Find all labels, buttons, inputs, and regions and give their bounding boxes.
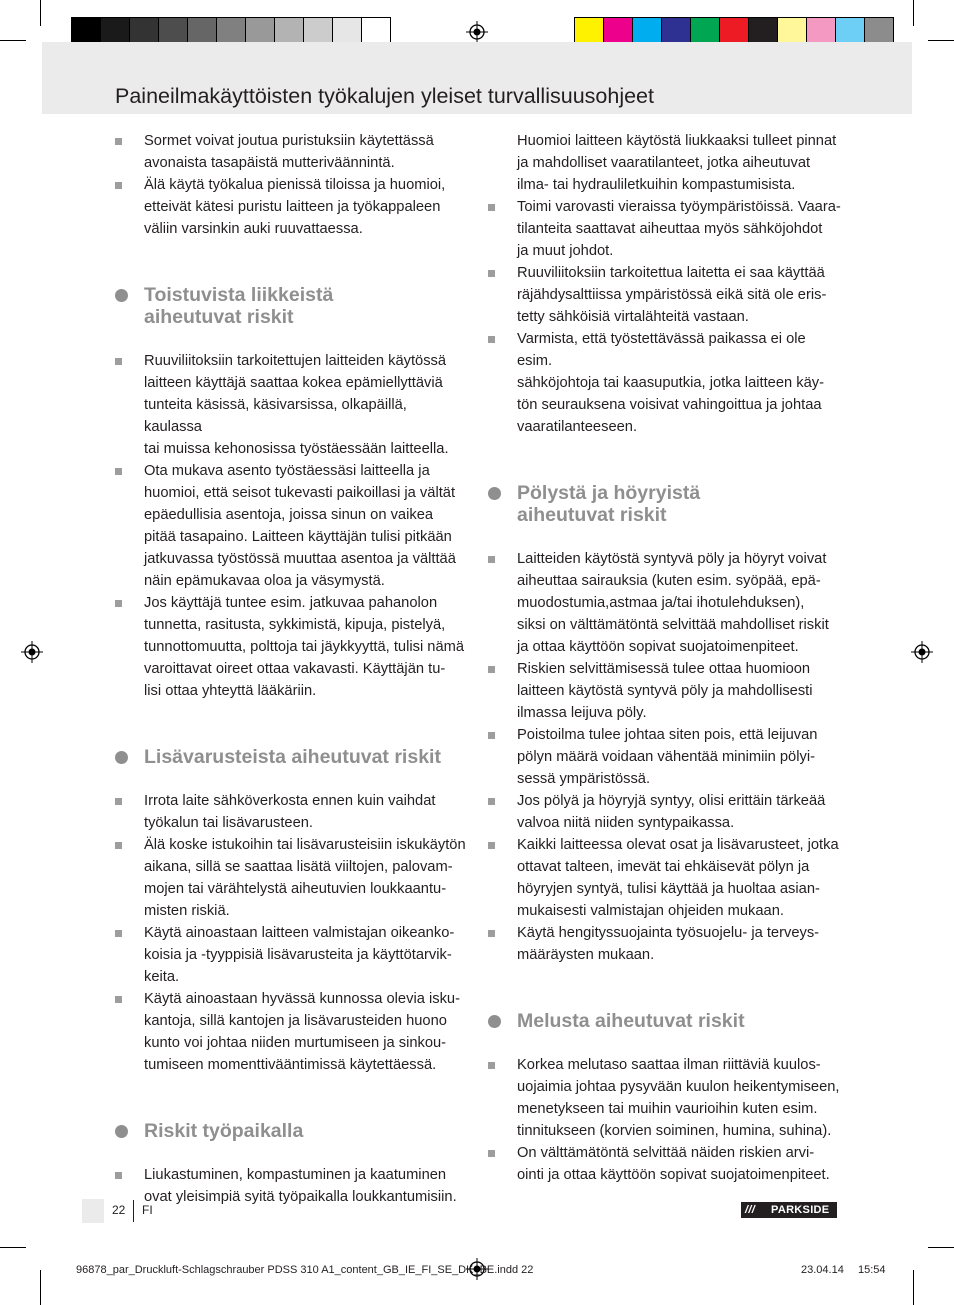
text-line: mojen tai värähtelystä aiheutuvien loukkaantu- [144, 881, 447, 897]
right-column [488, 130, 842, 1186]
square-bullet-icon [488, 556, 495, 563]
text-line: sähköjohtoja tai kaasuputkia, jotka laitteen käy- [517, 375, 824, 391]
text-line: tumiseen momenttivääntimissä käytettäessä. [144, 1057, 437, 1073]
spacer [115, 1076, 467, 1120]
square-bullet-icon [115, 1172, 122, 1179]
text-line: siksi on välttämätöntä selvittää mahdolliset riskit [517, 617, 829, 633]
circle-bullet-icon [115, 751, 128, 764]
circle-bullet-icon [115, 1125, 128, 1138]
text-line: aiheutuvat riskit [517, 504, 667, 526]
text-line: räjähdysalttiissa ympäristössä eikä sitä ole eris- [517, 287, 827, 303]
text-line: Laitteiden käytöstä syntyvä pöly ja höyryt voivat [517, 551, 827, 567]
text-line: Ruuviliitoksiin tarkoitettujen laitteiden käytössä [144, 353, 447, 369]
slug-time: 15:54 [858, 1264, 886, 1276]
list-item [488, 790, 842, 834]
text-line: ointi ja ottaa käyttöön sopivat suojatoimenpiteet. [517, 1167, 830, 1183]
language-code: FI [142, 1203, 153, 1217]
square-bullet-icon [488, 666, 495, 673]
page-title: Paineilmakäyttöisten työkalujen yleiset turvallisuusohjeet [115, 84, 654, 108]
footer-divider [133, 1200, 134, 1222]
text-line: Älä käytä työkalua pienissä tiloissa ja huomioi, [144, 177, 446, 193]
text-line: määräysten mukaan. [517, 947, 655, 963]
text-line: jatkuvassa työstössä muuttaa asentoa ja välttää [144, 551, 456, 567]
square-bullet-icon [115, 182, 122, 189]
text-line: tai muissa kehonosissa työstäessään laitteella. [144, 441, 449, 457]
text-line: mukaisesti valmistajan ohjeiden mukaan. [517, 903, 784, 919]
text-line: tön seurauksena voisivat vahingoittua ja johtaa [517, 397, 822, 413]
circle-bullet-icon [488, 1015, 501, 1028]
text-line: Korkea melutaso saattaa ilman riittäviä kuulos- [517, 1057, 821, 1073]
registration-mark-icon [466, 21, 488, 43]
text-line: Varmista, että työstettävässä paikassa ei ole esim. [517, 331, 806, 369]
section-heading [488, 1010, 842, 1032]
square-bullet-icon [488, 204, 495, 211]
logo-slashes: /// [745, 1204, 756, 1216]
text-line: ilma- tai hydrauliletkuihin kompastumisista. [517, 177, 796, 193]
list-item [488, 922, 842, 966]
text-line: laitteen käyttäjä saattaa kokea epämiellyttäviä [144, 375, 443, 391]
list-item [115, 790, 467, 834]
text-line: tunteita käsissä, käsivarsissa, olkapäillä, kaulassa [144, 397, 407, 435]
list-item [488, 196, 842, 262]
square-bullet-icon [488, 336, 495, 343]
square-bullet-icon [115, 600, 122, 607]
spacer [488, 966, 842, 1010]
text-line: Käytä ainoastaan laitteen valmistajan oikeanko- [144, 925, 455, 941]
text-line: aiheutuvat riskit [144, 306, 294, 328]
text-line: aikana, sillä se saattaa lisätä viiltojen, palovam- [144, 859, 453, 875]
text-line: uojaimia johtaa pysyvään kuulon heikentymiseen, [517, 1079, 840, 1095]
text-line: avonaista tasapäistä mutteriväännintä. [144, 155, 395, 171]
text-line: Ruuviliitoksiin tarkoitettua laitetta ei saa käyttää [517, 265, 825, 281]
text-line: näin epämukavaa oloa ja väsymystä. [144, 573, 385, 589]
text-line: huomioi, että seisot tukevasti paikoillasi ja vältät [144, 485, 456, 501]
text-line: ja ottaa käyttöön sopivat suojatoimenpiteet. [517, 639, 799, 655]
text-line: työkalun tai lisävarusteen. [144, 815, 313, 831]
section-heading [115, 1120, 467, 1142]
list-item [115, 130, 467, 174]
crop-mark [0, 1247, 26, 1248]
list-item [488, 1142, 842, 1186]
text-line: Melusta aiheutuvat riskit [517, 1010, 745, 1032]
square-bullet-icon [488, 1150, 495, 1157]
crop-mark [913, 0, 914, 26]
square-bullet-icon [488, 842, 495, 849]
text-line: koisia ja -tyyppisiä lisävarusteita ja käyttötarvik- [144, 947, 452, 963]
text-line: aiheuttaa sairauksia (kuten esim. syöpää, epä- [517, 573, 821, 589]
text-line: epäedullisia asentoja, joissa sinun on vaikea [144, 507, 434, 523]
parkside-logo [741, 1202, 837, 1218]
list-item [488, 658, 842, 724]
spacer [488, 526, 842, 548]
square-bullet-icon [488, 798, 495, 805]
text-line: lisi ottaa yhteyttä lääkäriin. [144, 683, 317, 699]
spacer [115, 240, 467, 284]
spacer [115, 702, 467, 746]
spacer [115, 1142, 467, 1164]
spacer [488, 1032, 842, 1054]
text-line: ja muut johdot. [517, 243, 614, 259]
text-line: ottavat talteen, imevät tai ehkäisevät pölyn ja [517, 859, 810, 875]
text-line: Pölystä ja höyryistä [517, 482, 701, 504]
crop-mark [40, 0, 41, 26]
continued-paragraph [488, 130, 842, 196]
list-item [115, 834, 467, 922]
spacer [115, 328, 467, 350]
section-heading [115, 746, 467, 768]
section-heading [488, 482, 842, 526]
text-line: pitää tasapaino. Laitteen käyttäjän tulisi pitkään [144, 529, 452, 545]
list-item [488, 724, 842, 790]
square-bullet-icon [488, 732, 495, 739]
text-line: Liukastuminen, kompastuminen ja kaatuminen [144, 1167, 447, 1183]
text-line: tetty sähköisiä virtalähteitä vastaan. [517, 309, 749, 325]
text-line: tilanteita saattavat aiheuttaa myös sähköjohdot [517, 221, 823, 237]
list-item [488, 548, 842, 658]
text-line: On välttämätöntä selvittää näiden riskien arvi- [517, 1145, 815, 1161]
spacer [488, 438, 842, 482]
crop-mark [40, 1270, 41, 1305]
circle-bullet-icon [115, 289, 128, 302]
text-line: kantoja, sillä kantojen ja lisävarusteiden huono [144, 1013, 447, 1029]
list-item [115, 460, 467, 592]
list-item [488, 328, 842, 438]
page-number-box [82, 1199, 104, 1223]
logo-wordmark: PARKSIDE [771, 1204, 830, 1216]
list-item [115, 350, 467, 460]
text-line: tunnottomuutta, polttoja tai jäykkyyttä, tulisi nämä [144, 639, 465, 655]
text-line: Poistoilma tulee johtaa siten pois, että leijuvan [517, 727, 818, 743]
slug-file-info: 96878_par_Druckluft-Schlagschrauber PDSS 310 A1_content_GB_IE_FI_SE_DK_BE.indd 22 [76, 1264, 534, 1276]
text-line: sessä ympäristössä. [517, 771, 651, 787]
text-line: Jos pölyä ja höyryjä syntyy, olisi erittäin tärkeää [517, 793, 826, 809]
square-bullet-icon [488, 1062, 495, 1069]
text-line: kunto voi johtaa niiden murtumiseen ja sinkou- [144, 1035, 447, 1051]
circle-bullet-icon [488, 487, 501, 500]
crop-mark [928, 1247, 954, 1248]
text-line: varoittavat oireet ottaa vakavasti. Käyttäjän tu- [144, 661, 446, 677]
text-line: pölyn määrä voidaan vähentää minimiin pölyi- [517, 749, 815, 765]
text-line: Toimi varovasti vieraissa työympäristöissä. Vaara- [517, 199, 841, 215]
text-line: ja mahdolliset vaaratilanteet, jotka aiheutuvat [517, 155, 811, 171]
text-line: höyryjen syntyä, tulisi käyttää ja huoltaa asian- [517, 881, 820, 897]
text-line: menetykseen tai muihin vaurioihin kuten esim. [517, 1101, 818, 1117]
registration-mark-icon [911, 641, 933, 663]
registration-mark-icon [21, 641, 43, 663]
list-item [115, 174, 467, 240]
text-line: misten riskiä. [144, 903, 230, 919]
list-item [488, 1054, 842, 1142]
text-line: Sormet voivat joutua puristuksiin käytettässä [144, 133, 434, 149]
square-bullet-icon [488, 270, 495, 277]
list-item [488, 262, 842, 328]
text-line: keita. [144, 969, 180, 985]
text-line: väliin varsinkin auki ruuvattaessa. [144, 221, 363, 237]
text-line: tinnitukseen (korvien soiminen, humina, suhina). [517, 1123, 832, 1139]
crop-mark [928, 40, 954, 41]
left-column [115, 130, 467, 1208]
text-line: ovat yleisimpiä syitä työpaikalla loukkantumisiin. [144, 1189, 457, 1205]
list-item [488, 834, 842, 922]
square-bullet-icon [488, 930, 495, 937]
text-line: Riskit työpaikalla [144, 1120, 304, 1142]
text-line: Riskien selvittämisessä tulee ottaa huomioon [517, 661, 811, 677]
text-line: vaaratilanteeseen. [517, 419, 638, 435]
text-line: muodostumia,astmaa ja/tai ihotulehduksen), [517, 595, 805, 611]
text-line: ilmassa leijuva pöly. [517, 705, 647, 721]
square-bullet-icon [115, 468, 122, 475]
text-line: Huomioi laitteen käytöstä liukkaaksi tulleet pinnat [517, 133, 837, 149]
slug-date: 23.04.14 [801, 1264, 844, 1276]
square-bullet-icon [115, 358, 122, 365]
list-item [115, 592, 467, 702]
crop-mark [913, 1270, 914, 1305]
crop-mark [0, 40, 26, 41]
text-line: Irrota laite sähköverkosta ennen kuin vaihdat [144, 793, 436, 809]
list-item [115, 988, 467, 1076]
text-line: valvoa niitä niiden syntypaikassa. [517, 815, 735, 831]
text-line: Toistuvista liikkeistä [144, 284, 334, 306]
text-line: Älä koske istukoihin tai lisävarusteisiin iskukäytön [144, 837, 466, 853]
square-bullet-icon [115, 930, 122, 937]
square-bullet-icon [115, 996, 122, 1003]
square-bullet-icon [115, 138, 122, 145]
text-line: Lisävarusteista aiheutuvat riskit [144, 746, 441, 768]
text-line: Ota mukava asento työstäessäsi laitteella ja [144, 463, 430, 479]
text-line: Kaikki laitteessa olevat osat ja lisävarusteet, jotka [517, 837, 839, 853]
text-line: etteivät kätesi puristu laitteen ja työkappaleen [144, 199, 441, 215]
page-number: 22 [112, 1203, 126, 1217]
square-bullet-icon [115, 798, 122, 805]
text-line: Käytä ainoastaan hyvässä kunnossa olevia isku- [144, 991, 460, 1007]
text-line: tunnetta, rasitusta, sykkimistä, kipuja, pistelyä, [144, 617, 446, 633]
text-line: Jos käyttäjä tuntee esim. jatkuvaa pahanolon [144, 595, 438, 611]
list-item [115, 1164, 467, 1208]
square-bullet-icon [115, 842, 122, 849]
list-item [115, 922, 467, 988]
text-line: laitteen käytöstä syntyvä pöly ja mahdollisesti [517, 683, 813, 699]
text-line: Käytä hengityssuojainta työsuojelu- ja terveys- [517, 925, 820, 941]
spacer [115, 768, 467, 790]
section-heading [115, 284, 467, 328]
